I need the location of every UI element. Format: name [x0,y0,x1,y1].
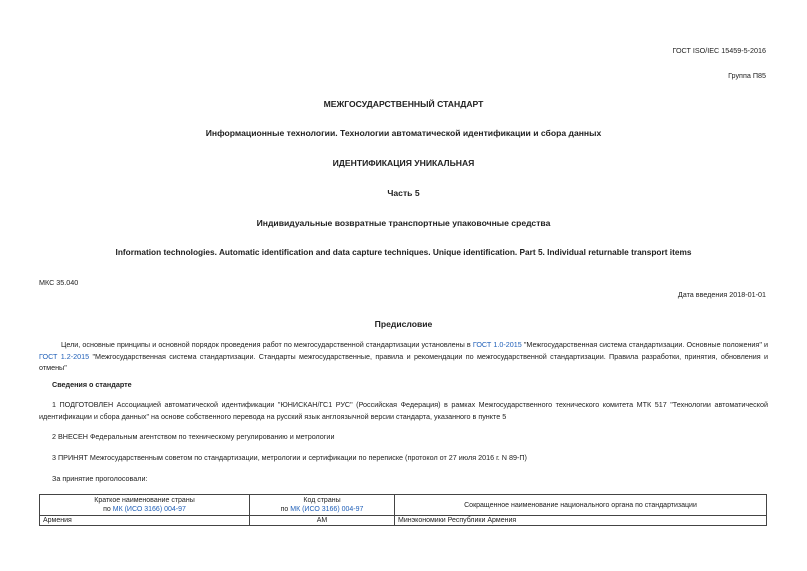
english-title: Information technologies. Automatic identification and data capture techniques. Unique identification. Part 5. Individual returnable transport items [115,247,692,257]
standard-part-title: Часть 5 [387,188,420,198]
country-code-cell: AM [250,516,395,526]
document-code: ГОСТ ISO/IEC 15459-5-2016 [672,46,766,55]
standard-domain-title: Информационные технологии. Технологии автоматической идентификации и сбора данных [205,128,602,138]
column-header-country: Краткое наименование страны по МК (ИСО 3166) 004-97 [40,495,250,516]
about-item-3: 3 ПРИНЯТ Межгосударственным советом по стандартизации, метрологии и сертификации по переписке (протокол от 27 июля 2016 г. N 89-П) [52,453,527,462]
voted-label: За принятие проголосовали: [52,474,148,483]
group-code: Группа П85 [728,71,766,80]
mk-iso-3166-link[interactable]: МК (ИСО 3166) 004-97 [112,506,186,513]
table-row [40,516,767,526]
voting-countries-table [39,494,767,526]
foreword-paragraph: Цели, основные принципы и основной порядок проведения работ по межгосударственной стандартизации установлены в ГОСТ 1.0-2015 "Межгосударственная система стандартизации. Основные положения" и ГОСТ 1.2-2015 "Межгосударственная система стандартизации. Стандарты межгосударственные, правила и рекомендации по межгосударственной стандартизации. Правила разработки, принятия, обновления и отмены" [39,340,768,372]
gost-1-2-link[interactable]: ГОСТ 1.2-2015 [39,351,90,361]
country-cell: Армения [40,516,250,526]
standard-main-title: ИДЕНТИФИКАЦИЯ УНИКАЛЬНАЯ [332,158,475,168]
about-item-1: 1 ПОДГОТОВЛЕН Ассоциацией автоматической идентификации "ЮНИСКАН/ГС1 РУС" (Российская Федерация) в рамках Межгосударственного технического комитета МТК 517 "Технологии автоматической идентификации и сбора данных" на основе собственного перевода на русский язык англоязычной версии стандарта, указанного в пункте 5 [39,400,768,421]
column-header-code: Код страны по МК (ИСО 3166) 004-97 [250,495,395,516]
organization-cell: Минэкономики Республики Армения [395,516,767,526]
mk-iso-3166-link[interactable]: МК (ИСО 3166) 004-97 [290,506,364,513]
mks-code: МКС 35.040 [39,278,79,287]
standard-part-subject: Индивидуальные возвратные транспортные упаковочные средства [256,218,551,228]
table-header-row [40,495,767,516]
gost-1-0-link[interactable]: ГОСТ 1.0-2015 [472,340,522,349]
foreword-heading: Предисловие [374,319,433,329]
standard-type-title: МЕЖГОСУДАРСТВЕННЫЙ СТАНДАРТ [323,99,484,109]
intro-date: Дата введения 2018-01-01 [677,290,766,299]
column-header-organization: Сокращенное наименование национального органа по стандартизации [395,495,767,516]
about-item-2: 2 ВНЕСЕН Федеральным агентством по техническому регулированию и метрологии [52,432,335,441]
about-standard-heading: Сведения о стандарте [52,380,132,389]
